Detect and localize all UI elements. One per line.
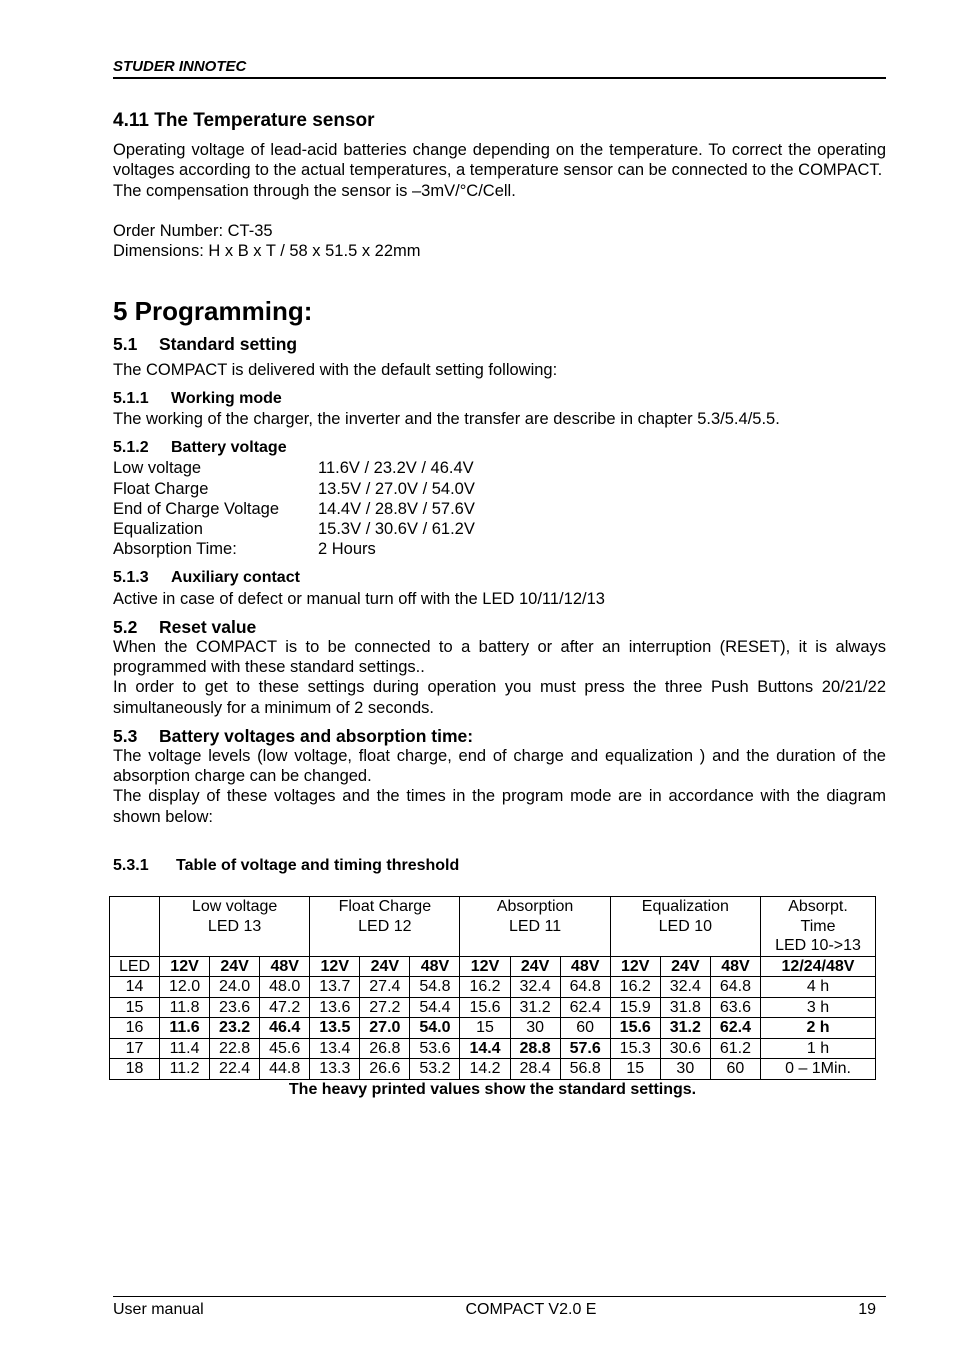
subheader-absorption-time: 12/24/48V <box>761 956 876 977</box>
table-row <box>110 1059 876 1080</box>
column-group-float-charge: Float Charge LED 12 <box>310 897 460 957</box>
section-5-1-1-text: The working of the charger, the inverter and the transfer are describe in chapter 5.3/5.4/5.5. <box>113 410 780 429</box>
subheader-voltage: 24V <box>360 956 410 977</box>
table-cell-led: 18 <box>110 1059 160 1080</box>
list-item: Equalization 15.3V / 30.6V / 61.2V <box>113 520 475 539</box>
table-cell: 13.3 <box>310 1059 360 1080</box>
chapter-5-title: 5 Programming: <box>113 296 313 327</box>
table-cell: 27.2 <box>360 997 410 1018</box>
table-cell: 31.2 <box>510 997 560 1018</box>
table-cell: 12.0 <box>160 977 210 998</box>
table-cell: 16.2 <box>460 977 510 998</box>
table-cell: 15.6 <box>460 997 510 1018</box>
table-cell: 13.5 <box>310 1018 360 1039</box>
table-subheader-row <box>110 956 876 977</box>
section-5-2-title: 5.2 Reset value <box>113 616 257 637</box>
table-row <box>110 997 876 1018</box>
table-cell: 61.2 <box>710 1038 760 1059</box>
list-item: Absorption Time: 2 Hours <box>113 540 376 559</box>
table-cell-time: 2 h <box>761 1018 876 1039</box>
table-cell: 54.8 <box>410 977 460 998</box>
subheader-voltage: 24V <box>510 956 560 977</box>
table-cell: 13.4 <box>310 1038 360 1059</box>
subheader-voltage: 12V <box>460 956 510 977</box>
section-5-3-paragraph-2: The display of these voltages and the times in the program mode are in accordance with the diagram shown below: <box>113 787 886 826</box>
table-cell: 31.2 <box>660 1018 710 1039</box>
section-4-11-compensation: The compensation through the sensor is –3mV/°C/Cell. <box>113 181 516 200</box>
section-5-3-paragraph-1: The voltage levels (low voltage, float charge, end of charge and equalization ) and the duration of the absorption charge can be changed. <box>113 747 886 786</box>
table-cell: 26.6 <box>360 1059 410 1080</box>
table-cell-led: 16 <box>110 1018 160 1039</box>
battery-voltage-list <box>113 458 886 559</box>
table-cell: 57.6 <box>560 1038 610 1059</box>
table-corner-cell <box>110 897 160 957</box>
order-number: Order Number: CT-35 <box>113 221 273 240</box>
table-caption: The heavy printed values show the standard settings. <box>288 1080 697 1098</box>
table-cell: 54.4 <box>410 997 460 1018</box>
section-5-3-1-title: 5.3.1 Table of voltage and timing threshold <box>113 856 460 874</box>
table-cell: 60 <box>560 1018 610 1039</box>
table-cell: 14.2 <box>460 1059 510 1080</box>
subheader-voltage: 12V <box>160 956 210 977</box>
table-cell: 54.0 <box>410 1018 460 1039</box>
table-cell: 32.4 <box>660 977 710 998</box>
voltage-threshold-table <box>109 896 876 1080</box>
table-cell: 30 <box>510 1018 560 1039</box>
table-cell-time: 0 – 1Min. <box>761 1059 876 1080</box>
table-cell: 64.8 <box>560 977 610 998</box>
footer-center: COMPACT V2.0 E <box>465 1301 597 1318</box>
subheader-voltage: 12V <box>310 956 360 977</box>
table-cell-time: 4 h <box>761 977 876 998</box>
footer-left: User manual <box>113 1301 204 1318</box>
column-absorption-time: Absorpt. Time LED 10->13 <box>761 897 876 957</box>
table-cell: 28.8 <box>510 1038 560 1059</box>
section-5-1-1-title: 5.1.1 Working mode <box>113 389 282 407</box>
section-4-11-paragraph: Operating voltage of lead-acid batteries change depending on the temperature. To correct the operating voltages according to the actual temperatures, a temperature sensor can be connected to the COMPACT. <box>113 141 886 180</box>
subheader-voltage: 24V <box>210 956 260 977</box>
subheader-voltage: 48V <box>560 956 610 977</box>
table-cell: 60 <box>710 1059 760 1080</box>
table-cell: 23.2 <box>210 1018 260 1039</box>
table-cell: 30.6 <box>660 1038 710 1059</box>
table-cell: 15.3 <box>610 1038 660 1059</box>
table-cell: 56.8 <box>560 1059 610 1080</box>
table-cell: 15.6 <box>610 1018 660 1039</box>
table-cell: 15 <box>460 1018 510 1039</box>
table-cell: 14.4 <box>460 1038 510 1059</box>
table-cell: 11.6 <box>160 1018 210 1039</box>
section-4-11-title: 4.11 The Temperature sensor <box>113 110 375 131</box>
list-item: Float Charge 13.5V / 27.0V / 54.0V <box>113 479 475 498</box>
table-cell-led: 17 <box>110 1038 160 1059</box>
table-cell: 64.8 <box>710 977 760 998</box>
section-5-1-intro: The COMPACT is delivered with the default setting following: <box>113 360 558 379</box>
table-cell: 27.4 <box>360 977 410 998</box>
column-group-equalization: Equalization LED 10 <box>610 897 760 957</box>
table-cell-led: 14 <box>110 977 160 998</box>
table-row <box>110 1018 876 1039</box>
table-cell: 22.4 <box>210 1059 260 1080</box>
table-cell: 53.6 <box>410 1038 460 1059</box>
table-cell: 53.2 <box>410 1059 460 1080</box>
table-cell: 24.0 <box>210 977 260 998</box>
column-group-absorption: Absorption LED 11 <box>460 897 610 957</box>
table-cell: 11.4 <box>160 1038 210 1059</box>
list-item: End of Charge Voltage 14.4V / 28.8V / 57.6V <box>113 499 475 518</box>
section-5-1-title: 5.1 Standard setting <box>113 334 298 355</box>
table-cell: 28.4 <box>510 1059 560 1080</box>
table-cell: 13.7 <box>310 977 360 998</box>
table-row <box>110 977 876 998</box>
table-cell: 32.4 <box>510 977 560 998</box>
table-cell: 11.2 <box>160 1059 210 1080</box>
dimensions: Dimensions: H x B x T / 58 x 51.5 x 22mm <box>113 242 421 261</box>
page-header <box>113 58 886 79</box>
table-cell-time: 3 h <box>761 997 876 1018</box>
column-group-low-voltage: Low voltage LED 13 <box>160 897 310 957</box>
page-content <box>113 111 886 1100</box>
page-footer <box>113 1296 886 1319</box>
table-cell: 26.8 <box>360 1038 410 1059</box>
subheader-voltage: 48V <box>260 956 310 977</box>
table-cell: 44.8 <box>260 1059 310 1080</box>
table-cell: 47.2 <box>260 997 310 1018</box>
section-5-2-paragraph-2: In order to get to these settings during operation you must press the three Push Buttons 20/21/22 simultaneously for a minimum of 2 seconds. <box>113 678 886 717</box>
table-cell: 48.0 <box>260 977 310 998</box>
table-cell: 62.4 <box>560 997 610 1018</box>
page-number: 19 <box>858 1301 876 1318</box>
table-cell: 15 <box>610 1059 660 1080</box>
list-item: Low voltage 11.6V / 23.2V / 46.4V <box>113 459 474 478</box>
table-cell-time: 1 h <box>761 1038 876 1059</box>
table-cell: 22.8 <box>210 1038 260 1059</box>
table-cell: 30 <box>660 1059 710 1080</box>
subheader-voltage: 48V <box>410 956 460 977</box>
table-row <box>110 1038 876 1059</box>
section-5-3-title: 5.3 Battery voltages and absorption time: <box>113 725 474 746</box>
section-5-1-3-text: Active in case of defect or manual turn off with the LED 10/11/12/13 <box>113 589 605 608</box>
section-5-1-3-title: 5.1.3 Auxiliary contact <box>113 569 300 587</box>
section-5-2-paragraph-1: When the COMPACT is to be connected to a battery or after an interruption (RESET), it is always programmed with these standard settings.. <box>113 638 886 677</box>
subheader-voltage: 24V <box>660 956 710 977</box>
table-cell: 16.2 <box>610 977 660 998</box>
table-cell: 11.8 <box>160 997 210 1018</box>
section-5-1-2-title: 5.1.2 Battery voltage <box>113 439 287 457</box>
subheader-voltage: 48V <box>710 956 760 977</box>
table-cell: 27.0 <box>360 1018 410 1039</box>
table-header-row <box>110 897 876 957</box>
table-cell: 23.6 <box>210 997 260 1018</box>
table-cell: 63.6 <box>710 997 760 1018</box>
table-cell: 15.9 <box>610 997 660 1018</box>
table-cell: 46.4 <box>260 1018 310 1039</box>
subheader-voltage: 12V <box>610 956 660 977</box>
company-name: STUDER INNOTEC <box>113 58 247 75</box>
table-cell: 45.6 <box>260 1038 310 1059</box>
table-cell: 13.6 <box>310 997 360 1018</box>
subheader-led: LED <box>110 956 160 977</box>
table-cell: 62.4 <box>710 1018 760 1039</box>
table-cell: 31.8 <box>660 997 710 1018</box>
table-cell-led: 15 <box>110 997 160 1018</box>
